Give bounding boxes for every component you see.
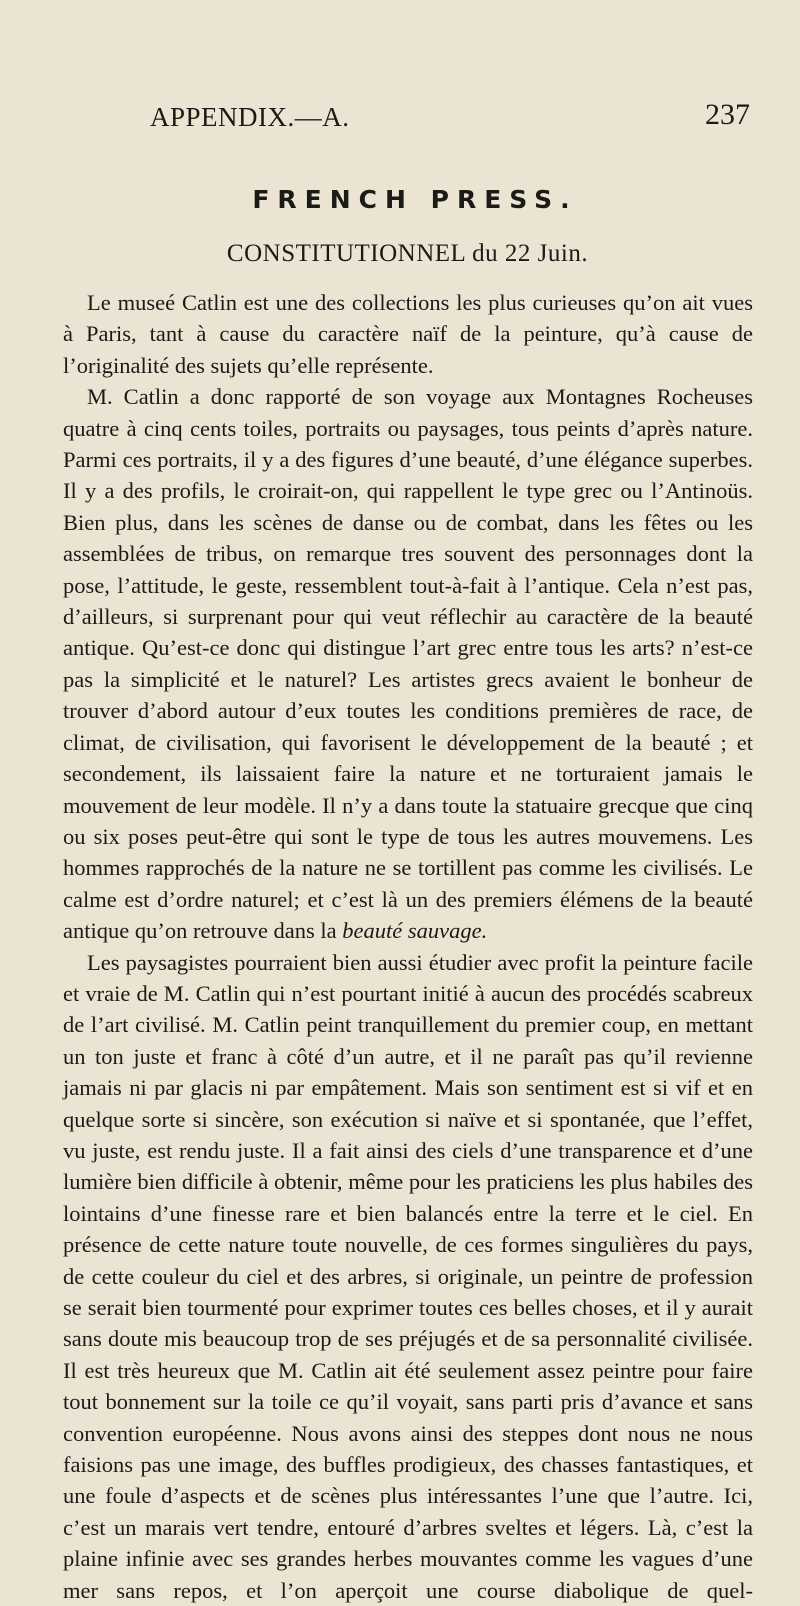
paragraph-2-text: M. Catlin a donc rapporté de son voyage aux Montagnes Rocheuses quatre à cinq cents toiles, portraits ou paysages, tous peints d’après nature. Parmi ces portraits, il y a des figures d’une beauté, d’une élégance superbes. Il y a des profils, le croirait-on, qui rappellent le type grec ou l’Antinoüs. Bien plus, dans les scènes de danse ou de combat, dans les fêtes ou les assemblées de tribus, on remarque tres souvent des personnages dont la pose, l’attitude, le geste, ressemblent tout-à-fait à l’antique. Cela n’est pas, d’ailleurs, si surprenant pour qui veut réflechir au caractère de la beauté antique. Qu’est-ce donc qui distingue l’art grec entre tous les arts? n’est-ce pas la simplicité et le naturel? Les artistes grecs avaient le bonheur de trouver d’abord autour d’eux toutes les conditions premières de race, de climat, de civilisation, qui favorisent le développement de la beauté ; et secondement, ils laissaient faire la nature et ne torturaient jamais le mouvement de leur modèle. Il n’y a dans toute la statuaire grecque que cinq ou six poses peut-être qui sont le type de tous les autres mouvemens. Les hommes rapprochés de la nature ne se tortillent pas comme les civilisés. Le calme est d’ordre naturel; et c’est là un des premiers élémens de la beauté antique qu’on retrouve dans la [63,384,753,944]
paragraph-2-italic: beauté sauvage. [342,918,488,944]
paragraph-3 [63,947,753,1606]
running-title: APPENDIX.—A. [150,102,350,132]
running-head [60,98,750,138]
paragraph-2 [63,381,753,946]
page-number: 237 [705,98,750,131]
body-text [63,287,753,1606]
paragraph-1 [63,287,753,381]
paragraph-1-text: Le museé Catlin est une des collections les plus curieuses qu’on ait vues à Paris, tant à cause du caractère naïf de la peinture, qu’à cause de l’originalité des sujets qu’elle représente. [63,290,753,378]
newspaper-subtitle: CONSTITUTIONNEL du 22 Juin. [226,240,589,267]
paragraph-3-text: Les paysagistes pourraient bien aussi étudier avec profit la peinture facile et vraie de M. Catlin qui n’est pourtant initié à aucun des procédés scabreux de l’art civilisé. M. Catlin peint tranquillement du premier coup, en mettant un ton juste et franc à côté d’un autre, et il ne paraît pas qu’il revienne jamais ni par glacis ni par empâtement. Mais son sentiment est si vif et en quelque sorte si sincère, son exécution si naïve et si spontanée, que l’effet, vu juste, est rendu juste. Il a fait ainsi des ciels d’une transparence et d’une lumière bien difficile à obtenir, même pour les praticiens les plus habiles des lointains d’une finesse rare et bien balancés entre la terre et le ciel. En présence de cette nature toute nouvelle, de ces formes singulières du pays, de cette couleur du ciel et des arbres, si originale, un peintre de profession se serait bien tourmenté pour exprimer toutes ces belles choses, et il y aurait sans doute mis beaucoup trop de ses préjugés et de sa personnalité civilisée. Il est très heureux que M. Catlin ait été seulement assez peintre pour faire tout bonnement sur la toile ce qu’il voyait, sans parti pris d’avance et sans convention européenne. Nous avons ainsi des steppes dont nous ne nous faisions pas une image, des buffles prodigieux, des chasses fantastiques, et une foule d’aspects et de scènes plus intéressantes l’une que l’autre. Ici, c’est un marais vert tendre, entouré d’arbres sveltes et légers. Là, c’est la plaine infinie avec ses grandes herbes mouvantes comme les vagues d’une mer sans repos, et l’on aperçoit une course diabolique de quel- [63,949,753,1603]
section-title: FRENCH PRESS. [252,185,578,214]
